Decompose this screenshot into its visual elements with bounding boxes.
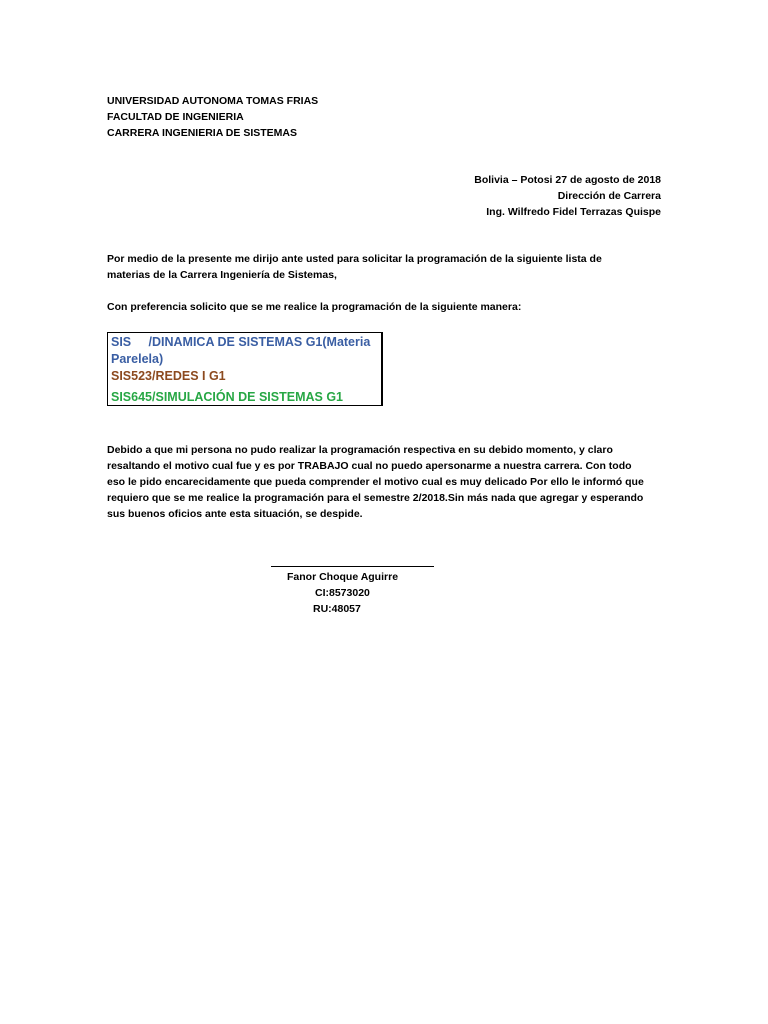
place-date: Bolivia – Potosi 27 de agosto de 2018 [474, 174, 661, 186]
signer-ru: RU:48057 [313, 603, 361, 615]
signature-line [271, 566, 434, 567]
body-paragraph: Debido a que mi persona no pudo realizar la programación respectiva en su debido momento, y claro resaltando el motivo cual fue y es por TRABAJO cual no puedo apersonarme a nuestra carrera. Con todo eso le pido encarecidamente que pueda comprender el motivo cual es muy delicado Por ello le informó que requiero que se me realice la programación para el semestre 2/2018.Sin más nada que agregar y esperando sus buenos oficios ante esta situación, se despide. [107, 444, 644, 520]
recipient-name: Ing. Wilfredo Fidel Terrazas Quispe [486, 206, 661, 218]
signer-ci: CI:8573020 [315, 587, 370, 599]
subjects-table [107, 332, 383, 406]
letterhead [107, 93, 318, 141]
career-name: CARRERA INGENIERIA DE SISTEMAS [107, 127, 297, 139]
recipient-department: Dirección de Carrera [557, 190, 661, 202]
signer-name: Fanor Choque Aguirre [287, 571, 399, 583]
recipient-block [474, 172, 661, 220]
preference-paragraph: Con preferencia solicito que se me realice la programación de la siguiente manera: [107, 301, 522, 313]
subject-row-simulacion: SIS645/SIMULACIÓN DE SISTEMAS G1 [111, 389, 343, 404]
university-name: UNIVERSIDAD AUTONOMA TOMAS FRIAS [107, 95, 319, 107]
subject-row-redes: SIS523/REDES I G1 [111, 369, 226, 383]
faculty-name: FACULTAD DE INGENIERIA [107, 111, 244, 123]
intro-paragraph: Por medio de la presente me dirijo ante usted para solicitar la programación de la siguiente lista de materias de la Carrera Ingeniería de Sistemas, [107, 253, 602, 281]
subject-row-dinamica: SIS /DINAMICA DE SISTEMAS G1(Materia Parelela) [111, 335, 374, 366]
signature-block [287, 569, 398, 617]
